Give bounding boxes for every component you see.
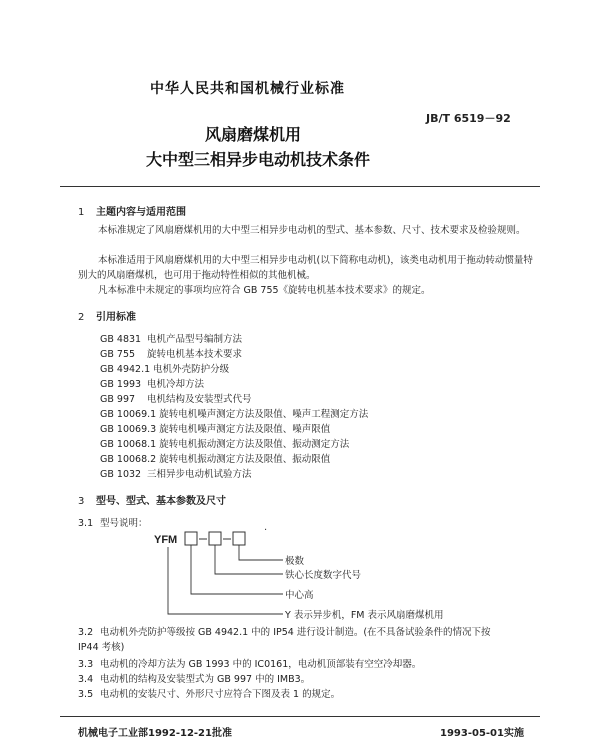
section1-heading [78, 203, 186, 218]
section1-paragraph-3: 凡本标准中未规定的事项均应符合 GB 755《旋转电机基本技术要求》的规定。 [98, 285, 431, 296]
section2-heading [78, 308, 136, 323]
item-3-3-text: 电动机的冷却方法为 GB 1993 中的 IC0161，电动机顶部装有空空冷却器。 [100, 659, 422, 670]
reference-item [100, 391, 252, 405]
section1-paragraph-2: 本标准适用于风扇磨煤机用的大中型三相异步电动机(以下简称电动机)，该类电动机用于拖动转动惯量特别大的风扇磨煤机，也可用于拖动特性相似的其他机械。 [78, 255, 533, 281]
designation-box-poles [233, 532, 245, 545]
item-3-1 [78, 515, 148, 529]
leader-center-height [191, 545, 283, 594]
designation-box-center-height [185, 532, 197, 545]
reference-code: GB 997 [100, 394, 136, 405]
section3-heading [78, 492, 226, 507]
item-3-4 [78, 671, 310, 685]
section3-title: 型号、型式、基本参数及尺寸 [96, 496, 226, 507]
footer-divider [60, 716, 540, 717]
model-prefix: YFM [154, 534, 178, 546]
item-3-4-number: 3.4 [78, 674, 94, 685]
reference-code: GB 10068.1 [100, 439, 157, 450]
approval-line: 机械电子工业部1992-12-21批准 [78, 728, 232, 739]
reference-code: GB 1032 [100, 469, 142, 480]
reference-title: 旋转电机噪声测定方法及限值、噪声工程测定方法 [159, 409, 369, 420]
document-title-line1: 风扇磨煤机用 [205, 125, 302, 144]
reference-title: 旋转电机噪声测定方法及限值、噪声限值 [159, 424, 331, 435]
reference-title: 旋转电机振动测定方法及限值、振动测定方法 [159, 439, 350, 450]
item-3-5-number: 3.5 [78, 689, 94, 700]
reference-item [100, 421, 330, 435]
item-3-2-number: 3.2 [78, 627, 94, 638]
label-center-height: 中心高 [285, 590, 314, 601]
reference-title: 旋转电机基本技术要求 [147, 349, 243, 360]
reference-title: 旋转电机振动测定方法及限值、振动限值 [159, 454, 331, 465]
reference-title: 电机产品型号编制方法 [147, 334, 243, 345]
section1-number: 1 [78, 207, 85, 218]
reference-code: GB 755 [100, 349, 136, 360]
reference-item [100, 376, 204, 390]
reference-item [100, 361, 229, 375]
reference-title: 电机冷却方法 [147, 379, 205, 390]
designation-mark: . [264, 524, 268, 533]
item-3-5-text: 电动机的安装尺寸、外形尺寸应符合下图及表 1 的规定。 [100, 689, 341, 700]
reference-code: GB 1993 [100, 379, 142, 390]
standard-code-text: JB/T 6519－92 [426, 112, 511, 125]
reference-code: GB 4831 [100, 334, 142, 345]
reference-code: GB 10068.2 [100, 454, 157, 465]
label-core-length: 铁心长度数字代号 [285, 570, 362, 581]
standard-code [426, 110, 511, 126]
section1-paragraph-1: 本标准规定了风扇磨煤机用的大中型三相异步电动机的型式、基本参数、尺寸、技术要求及检验规则。 [98, 225, 526, 236]
leader-core-length [215, 545, 283, 574]
implementation-date: 1993-05-01实施 [440, 728, 524, 739]
section2-title: 引用标准 [96, 312, 136, 323]
label-type: Y 表示异步机，FM 表示风扇磨煤机用 [285, 610, 444, 621]
item-3-2-text: 电动机外壳防护等级按 GB 4942.1 中的 IP54 进行设计制造。(在不具备试验条件的情况下按 [100, 627, 491, 638]
section1-title: 主题内容与适用范围 [96, 207, 186, 218]
reference-title: 三相异步电动机试验方法 [147, 469, 252, 480]
reference-item [100, 331, 242, 345]
header-divider [60, 186, 540, 187]
item-3-1-number: 3.1 [78, 518, 94, 529]
reference-item [100, 466, 252, 480]
item-3-2-continued [78, 639, 124, 653]
leader-type [168, 547, 283, 614]
section2-number: 2 [78, 312, 85, 323]
item-3-5 [78, 686, 340, 700]
model-designation-diagram [140, 524, 470, 624]
section3-number: 3 [78, 496, 85, 507]
designation-box-core-length [209, 532, 221, 545]
item-3-1-text: 型号说明： [100, 518, 148, 529]
reference-item [100, 451, 330, 465]
organization-heading: 中华人民共和国机械行业标准 [150, 81, 345, 97]
reference-title: 电机结构及安装型式代号 [147, 394, 252, 405]
item-3-3 [78, 656, 421, 670]
item-3-4-text: 电动机的结构及安装型式为 GB 997 中的 IMB3。 [100, 674, 311, 685]
item-3-2-continued-text: IP44 考核) [78, 642, 125, 653]
reference-code: GB 10069.3 [100, 424, 157, 435]
reference-item [100, 406, 368, 420]
reference-code: GB 10069.1 [100, 409, 157, 420]
item-3-2 [78, 624, 491, 638]
leader-poles [239, 545, 283, 560]
label-poles: 极数 [285, 556, 305, 567]
reference-item [100, 436, 349, 450]
reference-code: GB 4942.1 [100, 364, 151, 375]
reference-title: 电机外壳防护分级 [153, 364, 230, 375]
reference-item [100, 346, 242, 360]
item-3-3-number: 3.3 [78, 659, 94, 670]
document-title-line2: 大中型三相异步电动机技术条件 [146, 150, 371, 169]
